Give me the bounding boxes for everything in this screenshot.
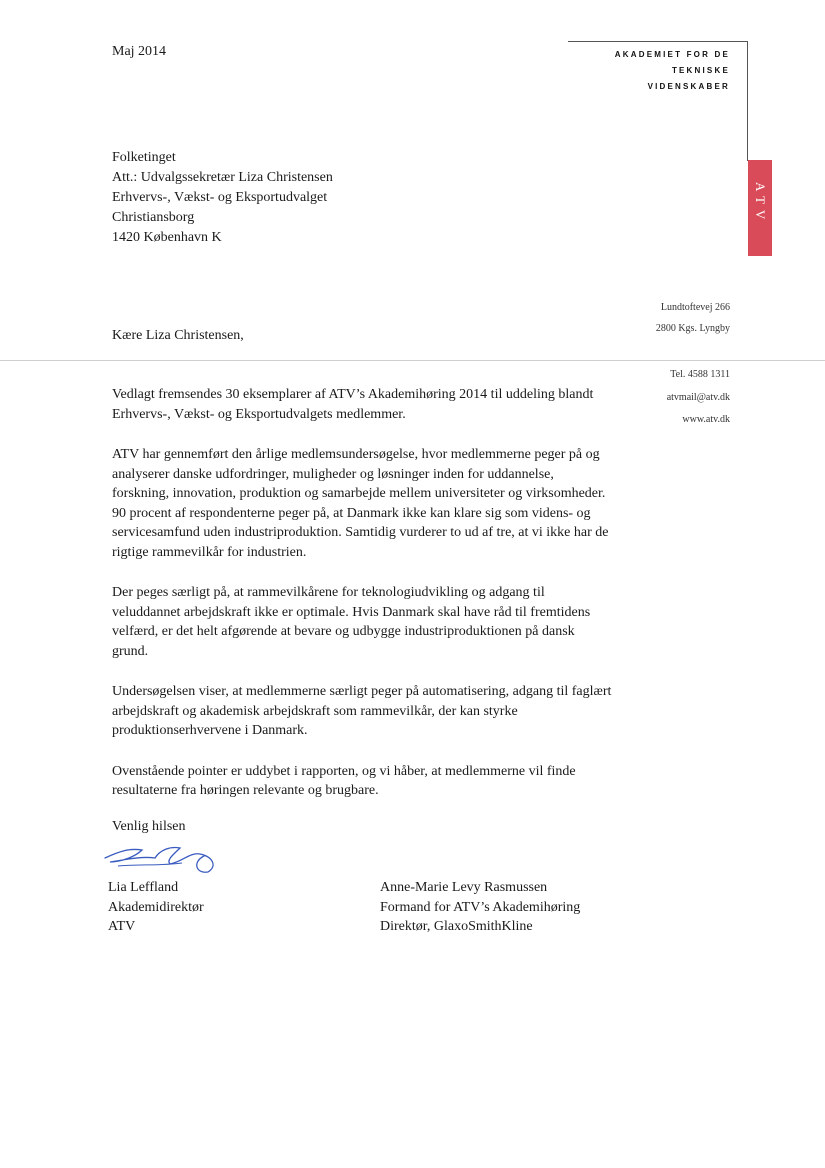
contact-web: www.atv.dk: [682, 414, 730, 425]
recipient-line: Christiansborg: [112, 210, 195, 225]
salutation: Kære Liza Christensen,: [112, 328, 244, 343]
recipient-line: Att.: Udvalgssekretær Liza Christensen: [112, 170, 333, 185]
body-paragraph: Ovenstående pointer er uddybet i rapporten, og vi håber, at medlemmerne vil finde resultaterne fra høringen relevante og brugbare.: [112, 763, 576, 798]
recipient-line: Folketinget: [112, 150, 176, 165]
signatory-left: [108, 878, 204, 937]
header-rule: [568, 41, 748, 42]
signatory-name: Anne-Marie Levy Rasmussen: [380, 880, 548, 895]
body-paragraph: Vedlagt fremsendes 30 eksemplarer af ATV’s Akademihøring 2014 til uddeling blandt Erhvervs-, Vækst- og Eksportudvalgets medlemmer.: [112, 387, 594, 422]
organization-line: VIDENSKABER: [647, 82, 730, 91]
recipient-line: Erhvervs-, Vækst- og Eksportudvalget: [112, 190, 328, 205]
letter-body: [112, 385, 612, 822]
organization-line: TEKNISKE: [671, 66, 730, 75]
organization-name: [615, 47, 730, 95]
signatory-name: Lia Leffland: [108, 880, 179, 895]
fold-line: [0, 360, 825, 361]
signatory-right: [380, 878, 580, 937]
organization-line: AKADEMIET FOR DE: [614, 50, 730, 59]
recipient-address: [112, 148, 333, 248]
body-paragraph: Der peges særligt på, at rammevilkårene for teknologiudvikling og adgang til veluddannet arbejdskraft ikke er optimale. Hvis Danmark skal have råd til fremtidens velfærd, er det helt afgørende at bevare og udbygge industriproduktionen på dansk grund.: [112, 585, 591, 659]
contact-email: atvmail@atv.dk: [666, 392, 730, 403]
atv-logo: [748, 160, 772, 256]
header-vertical-rule: [747, 41, 748, 161]
closing: Venlig hilsen: [112, 819, 186, 834]
atv-logo-text: ATV: [753, 182, 768, 226]
signatory-title: Formand for ATV’s Akademihøring: [380, 899, 581, 915]
signatory-org: ATV: [108, 919, 136, 934]
signature-image: [100, 836, 230, 876]
body-paragraph: ATV har gennemført den årlige medlemsundersøgelse, hvor medlemmerne peger på og analyserer danske udfordringer, muligheder og løsninger inden for uddannelse, forskning, innovation, produktion og samarbejde mellem universiteter og virksomheder. 90 procent af respondenterne peger på, at Danmark ikke kan klare sig som videns- og servicesamfund uden industriproduktion. Samtidig vurderer to ud af tre, at vi ikke har de rigtige rammevilkår for industrien.: [112, 447, 609, 560]
contact-street: Lundtoftevej 266: [660, 302, 730, 313]
letter-date: Maj 2014: [112, 44, 167, 59]
contact-phone: Tel. 4588 1311: [670, 369, 730, 380]
signatory-title: Akademidirektør: [108, 899, 204, 915]
recipient-line: 1420 København K: [112, 230, 222, 245]
contact-city: 2800 Kgs. Lyngby: [655, 323, 730, 334]
signatory-org: Direktør, GlaxoSmithKline: [380, 919, 533, 934]
body-paragraph: Undersøgelsen viser, at medlemmerne særligt peger på automatisering, adgang til faglært arbejdskraft og akademisk arbejdskraft som rammevilkår, der kan styrke produktionserhvervene i Danmark.: [112, 684, 612, 738]
